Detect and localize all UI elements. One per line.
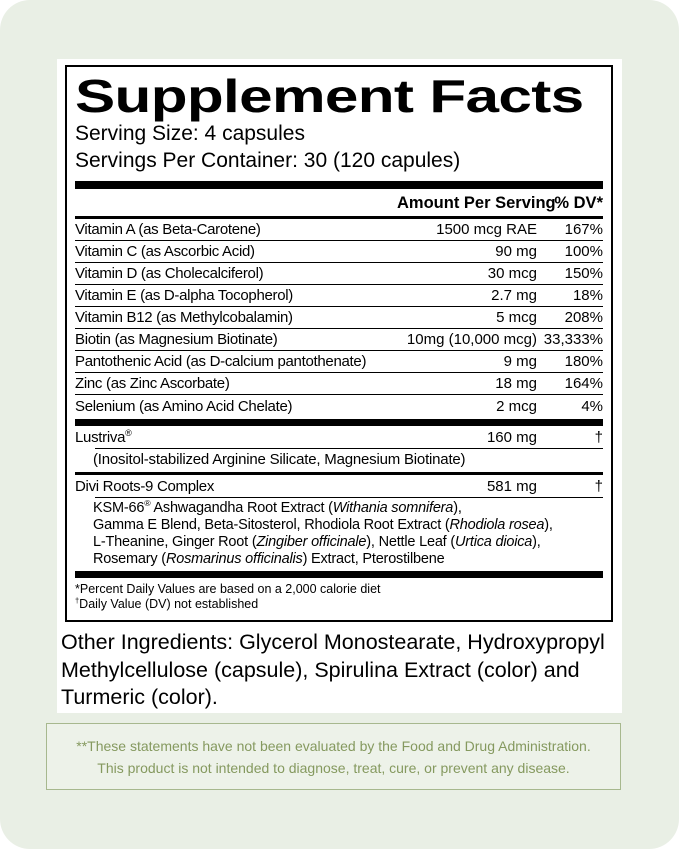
nutrient-dv: 208%: [564, 309, 603, 326]
nutrient-name: Biotin (as Magnesium Biotinate): [75, 331, 278, 348]
nutrient-name: Vitamin E (as D-alpha Tocopherol): [75, 287, 293, 304]
fda-disclaimer-line1: **These statements have not been evaluated by the Food and Drug Administration.: [76, 738, 591, 754]
lustriva-row: [75, 426, 603, 448]
nutrient-dv: 167%: [564, 221, 603, 238]
ingredient-name: Lustriva®: [75, 427, 132, 446]
nutrient-amount: 9 mg: [503, 353, 537, 370]
nutrient-amount: 90 mg: [495, 243, 537, 260]
column-header-dv: % DV*: [554, 194, 603, 212]
complex-sub-line: Rosemary (Rosmarinus officinalis) Extract, Pterostilbene: [93, 551, 445, 567]
servings-per-container: Servings Per Container: 30 (120 capules): [75, 149, 461, 172]
serving-size: Serving Size: 4 capsules: [75, 122, 305, 145]
nutrient-name: Vitamin D (as Cholecalciferol): [75, 265, 264, 282]
supplement-facts-panel: [65, 65, 613, 622]
divider-thick-bottom: [75, 571, 603, 578]
nutrient-dv: 164%: [564, 375, 603, 392]
lustriva-sub-ingredients: (Inositol-stabilized Arginine Silicate, Magnesium Biotinate): [93, 451, 466, 468]
nutrient-amount: 30 mcg: [487, 265, 537, 282]
fda-disclaimer-box: [46, 723, 621, 790]
nutrient-name: Selenium (as Amino Acid Chelate): [75, 397, 293, 415]
footnotes: [75, 582, 603, 612]
table-row: [75, 373, 603, 395]
complex-sub-line: KSM-66® Ashwagandha Root Extract (Withania somnifera),: [93, 498, 462, 516]
nutrient-dv: 150%: [564, 265, 603, 282]
complex-sub-line: Gamma E Blend, Beta-Sitosterol, Rhodiola Root Extract (Rhodiola rosea),: [93, 517, 553, 533]
table-row: [75, 395, 603, 417]
table-row: [75, 241, 603, 263]
column-header-row: [75, 189, 603, 219]
ingredient-dv: †: [594, 477, 603, 495]
nutrient-dv: 180%: [564, 353, 603, 370]
other-ingredients: Other Ingredients: Glycerol Monostearate, Hydroxypropyl Methylcellulose (capsule), Spirulina Extract (color) and Turmeric (color).: [61, 630, 605, 709]
column-header-amount: Amount Per Serving: [397, 194, 556, 212]
nutrient-dv: 4%: [581, 397, 603, 415]
complex-sub-ingredients: [75, 500, 603, 568]
divider-thick-top: [75, 181, 603, 189]
fda-disclaimer-line2: This product is not intended to diagnose, treat, cure, or prevent any disease.: [97, 760, 570, 776]
nutrient-name: Zinc (as Zinc Ascorbate): [75, 375, 230, 392]
label-sheet: [57, 59, 622, 713]
nutrient-amount: 2 mcg: [496, 397, 537, 415]
nutrient-amount: 18 mg: [495, 375, 537, 392]
footnote-dv-not-established: †Daily Value (DV) not established: [75, 595, 259, 611]
table-row: [75, 307, 603, 329]
nutrient-amount: 5 mcg: [496, 309, 537, 326]
indented-separator: [95, 497, 603, 498]
ingredient-amount: 581 mg: [486, 477, 537, 495]
nutrient-amount: 1500 mcg RAE: [436, 221, 537, 238]
nutrient-amount: 10mg (10,000 mcg): [406, 331, 537, 348]
ingredient-amount: 160 mg: [486, 428, 537, 446]
complex-row: [75, 475, 603, 497]
complex-sub-line: L-Theanine, Ginger Root (Zingiber officinale), Nettle Leaf (Urtica dioica),: [93, 534, 541, 550]
nutrient-name: Pantothenic Acid (as D-calcium pantothenate): [75, 353, 367, 370]
table-row: [75, 219, 603, 241]
ingredient-dv: †: [594, 428, 603, 446]
nutrient-name: Vitamin A (as Beta-Carotene): [75, 221, 261, 238]
table-row: [75, 329, 603, 351]
ingredient-name: Divi Roots-9 Complex: [75, 477, 215, 495]
nutrient-name: Vitamin C (as Ascorbic Acid): [75, 243, 255, 260]
nutrient-dv: 33,333%: [543, 331, 603, 348]
nutrient-dv: 100%: [564, 243, 603, 260]
nutrient-dv: 18%: [572, 287, 603, 304]
panel-title: Supplement Facts: [75, 70, 584, 122]
nutrient-amount: 2.7 mg: [491, 287, 537, 304]
table-row: [75, 285, 603, 307]
footnote-daily-values: *Percent Daily Values are based on a 2,000 calorie diet: [75, 582, 381, 596]
table-row: [75, 263, 603, 285]
divider-thick-mid: [75, 419, 603, 426]
table-row: [75, 351, 603, 373]
nutrient-name: Vitamin B12 (as Methylcobalamin): [75, 309, 293, 326]
